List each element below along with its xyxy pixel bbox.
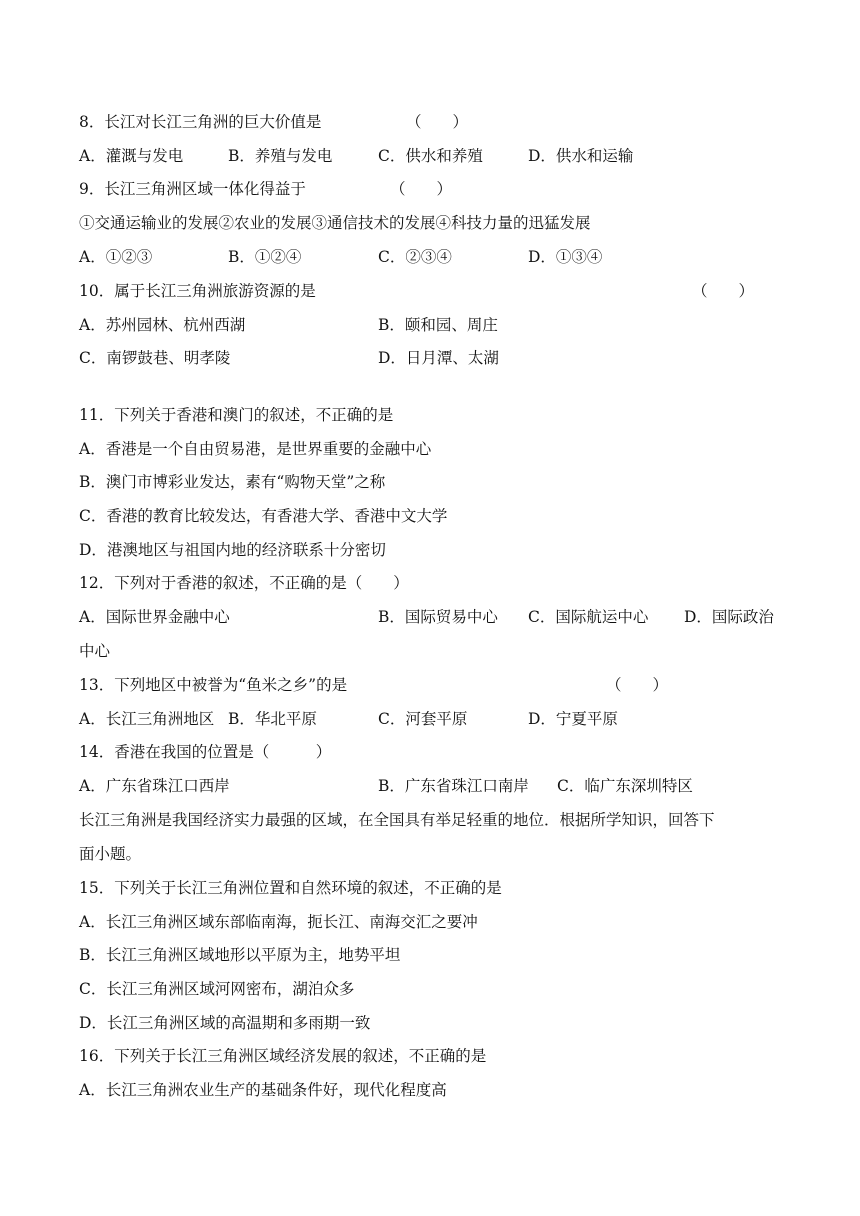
question-12-option-c: C．国际航运中心	[528, 608, 649, 626]
question-13-option-a: A．长江三角洲地区	[79, 710, 215, 728]
question-10-option-c: C．南锣鼓巷、明孝陵	[79, 349, 231, 367]
question-8-option-d: D．供水和运输	[528, 147, 634, 165]
question-9-option-c: C．②③④	[378, 248, 452, 266]
question-11-option-b: B．澳门市博彩业发达，素有“购物天堂”之称	[79, 473, 386, 491]
question-14-stem: 14．香港在我国的位置是（ ）	[79, 743, 332, 761]
question-11-option-c: C．香港的教育比较发达，有香港大学、香港中文大学	[79, 507, 448, 525]
question-10-option-b: B．颐和园、周庄	[378, 316, 498, 334]
question-9-answer-paren: （ ）	[390, 180, 453, 198]
question-10-option-a: A．苏州园林、杭州西湖	[79, 316, 246, 334]
question-8-answer-paren: （ ）	[406, 113, 469, 131]
question-8-option-a: A．灌溉与发电	[79, 147, 184, 165]
question-8-stem: 8．长江对长江三角洲的巨大价值是	[79, 113, 322, 131]
question-15-option-b: B．长江三角洲区域地形以平原为主，地势平坦	[79, 946, 401, 964]
question-9-option-b: B．①②④	[228, 248, 302, 266]
question-12-option-b: B．国际贸易中心	[378, 608, 498, 626]
question-13-option-c: C．河套平原	[378, 710, 468, 728]
question-11-option-a: A．香港是一个自由贸易港，是世界重要的金融中心	[79, 440, 432, 458]
passage-line-1: 长江三角洲是我国经济实力最强的区域，在全国具有举足轻重的地位．根据所学知识，回答下	[79, 811, 715, 829]
question-10-answer-paren: （ ）	[692, 282, 755, 300]
question-9-statements: ①交通运输业的发展②农业的发展③通信技术的发展④科技力量的迅猛发展	[79, 214, 591, 232]
question-9-stem: 9．长江三角洲区域一体化得益于	[79, 180, 306, 198]
question-12-stem: 12．下列对于香港的叙述，不正确的是（ ）	[79, 574, 409, 592]
question-12-option-d: D．国际政治	[684, 608, 774, 626]
question-14-option-c: C．临广东深圳特区	[557, 777, 693, 795]
question-13-option-b: B．华北平原	[228, 710, 317, 728]
question-15-stem: 15．下列关于长江三角洲位置和自然环境的叙述，不正确的是	[79, 879, 502, 897]
question-12-option-a: A．国际世界金融中心	[79, 608, 230, 626]
question-15-option-d: D．长江三角洲区域的高温期和多雨期一致	[79, 1014, 371, 1032]
question-12-option-d-wrap: 中心	[79, 642, 111, 660]
question-11-stem: 11．下列关于香港和澳门的叙述，不正确的是	[79, 406, 394, 424]
question-15-option-c: C．长江三角洲区域河网密布，湖泊众多	[79, 980, 355, 998]
question-14-option-a: A．广东省珠江口西岸	[79, 777, 230, 795]
question-13-option-d: D．宁夏平原	[528, 710, 618, 728]
question-16-stem: 16．下列关于长江三角洲区域经济发展的叙述，不正确的是	[79, 1047, 487, 1065]
question-14-option-b: B．广东省珠江口南岸	[378, 777, 529, 795]
question-9-option-a: A．①②③	[79, 248, 153, 266]
question-9-option-d: D．①③④	[528, 248, 603, 266]
passage-line-2: 面小题。	[79, 845, 142, 863]
question-15-option-a: A．长江三角洲区域东部临南海，扼长江、南海交汇之要冲	[79, 913, 478, 931]
question-8-option-b: B．养殖与发电	[228, 147, 333, 165]
question-10-stem: 10．属于长江三角洲旅游资源的是	[79, 282, 316, 300]
question-13-answer-paren: （ ）	[606, 676, 669, 694]
question-8-option-c: C．供水和养殖	[378, 147, 483, 165]
question-10-option-d: D．日月潭、太湖	[378, 349, 499, 367]
question-13-stem: 13．下列地区中被誉为“鱼米之乡”的是	[79, 676, 348, 694]
question-11-option-d: D．港澳地区与祖国内地的经济联系十分密切	[79, 541, 386, 559]
question-16-option-a: A．长江三角洲农业生产的基础条件好，现代化程度高	[79, 1081, 447, 1099]
